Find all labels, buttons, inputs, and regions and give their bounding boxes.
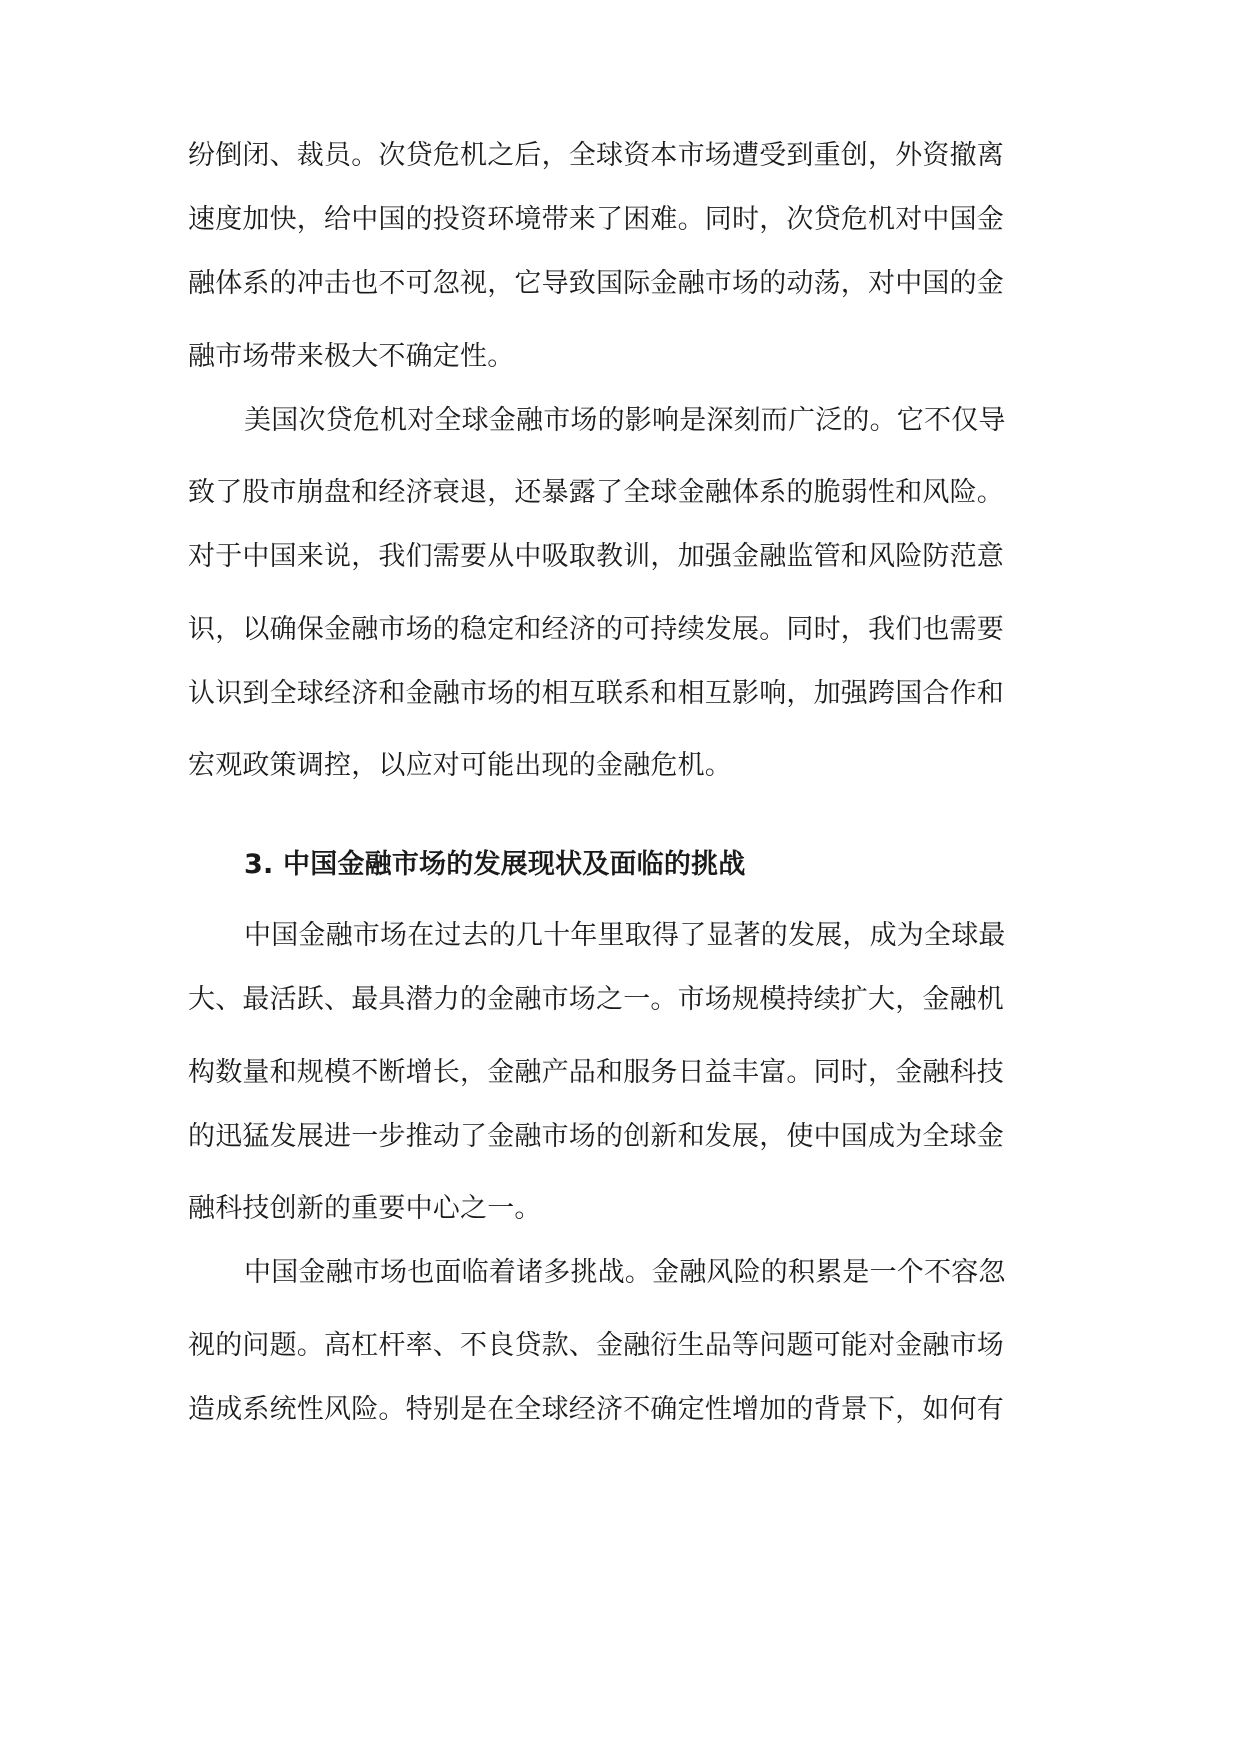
paragraph-3-line-1: 中国金融市场在过去的几十年里取得了显著的发展，成为全球最 [244,920,1006,951]
paragraph-2-line-4: 识，以确保金融市场的稳定和经济的可持续发展。同时，我们也需要 [188,614,1004,645]
paragraph-2-line-3: 对于中国来说，我们需要从中吸取教训，加强金融监管和风险防范意 [188,541,1004,572]
paragraph-2-line-6: 宏观政策调控，以应对可能出现的金融危机。 [188,750,732,781]
paragraph-1-line-1: 纷倒闭、裁员。次贷危机之后，全球资本市场遭受到重创，外资撤离 [188,140,1004,171]
paragraph-3-line-4: 的迅猛发展进一步推动了金融市场的创新和发展，使中国成为全球金 [188,1121,1004,1152]
paragraph-4-line-2: 视的问题。高杠杆率、不良贷款、金融衍生品等问题可能对金融市场 [188,1330,1004,1361]
paragraph-3-line-3: 构数量和规模不断增长，金融产品和服务日益丰富。同时，金融科技 [188,1057,1004,1088]
paragraph-3-line-2: 大、最活跃、最具潜力的金融市场之一。市场规模持续扩大，金融机 [188,984,1004,1015]
paragraph-2-line-2: 致了股市崩盘和经济衰退，还暴露了全球金融体系的脆弱性和风险。 [188,477,1004,508]
paragraph-3-line-5: 融科技创新的重要中心之一。 [188,1193,542,1224]
paragraph-2-line-1: 美国次贷危机对全球金融市场的影响是深刻而广泛的。它不仅导 [244,405,1006,436]
paragraph-1-line-4: 融市场带来极大不确定性。 [188,341,515,372]
paragraph-4-line-1: 中国金融市场也面临着诸多挑战。金融风险的积累是一个不容忽 [244,1257,1006,1288]
paragraph-2-line-5: 认识到全球经济和金融市场的相互联系和相互影响，加强跨国合作和 [188,678,1004,709]
paragraph-4-line-3: 造成系统性风险。特别是在全球经济不确定性增加的背景下，如何有 [188,1394,1004,1425]
paragraph-1-line-3: 融体系的冲击也不可忽视，它导致国际金融市场的动荡，对中国的金 [188,268,1004,299]
section-heading: 3. 中国金融市场的发展现状及面临的挑战 [244,849,746,880]
paragraph-1-line-2: 速度加快，给中国的投资环境带来了困难。同时，次贷危机对中国金 [188,204,1004,235]
